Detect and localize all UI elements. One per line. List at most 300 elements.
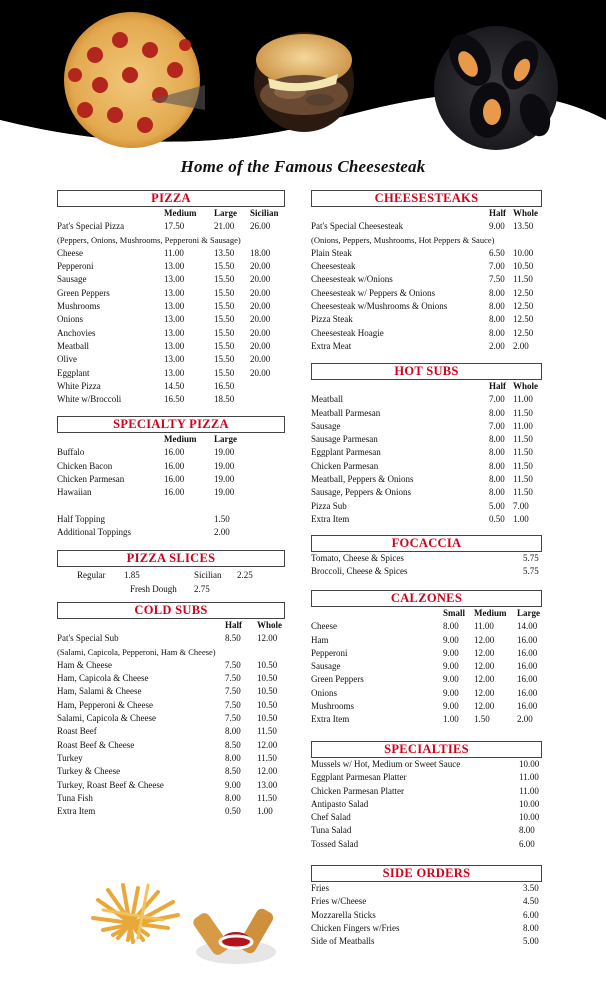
menu-item-price: 8.00	[489, 487, 505, 498]
section-title: PIZZA SLICES	[57, 550, 285, 567]
menu-item-name: Eggplant Parmesan	[311, 447, 381, 458]
menu-item-price: 8.00	[225, 726, 241, 737]
menu-item-name	[57, 499, 164, 512]
menu-item-price: 11.00	[513, 420, 533, 431]
menu-item-row	[311, 882, 542, 895]
menu-item-price: 16.00	[517, 647, 538, 658]
menu-item-row	[311, 673, 542, 686]
column-header	[57, 207, 164, 220]
menu-item-price: 11.00	[519, 785, 539, 796]
menu-item-price: 20.00	[250, 287, 271, 298]
menu-item-row	[311, 420, 542, 433]
column-header: Large	[214, 434, 237, 444]
menu-item-price: 16.00	[517, 634, 538, 645]
menu-item-price: 2.00	[214, 527, 230, 538]
menu-item-row	[311, 824, 542, 837]
menu-item-price: 19.00	[214, 460, 235, 471]
column-header	[311, 207, 489, 220]
menu-item-name: Meatball Parmesan	[311, 407, 381, 418]
menu-item-row	[311, 260, 542, 273]
menu-item-price: 7.50	[225, 713, 241, 724]
menu-item-row	[57, 632, 285, 645]
menu-item-name: Plain Steak	[311, 247, 352, 258]
column-header: Large	[517, 608, 540, 618]
menu-item-name: (Salami, Capicola, Pepperoni, Ham & Cheese)	[57, 646, 216, 657]
pizza-section	[57, 190, 285, 406]
menu-item-row	[57, 273, 285, 286]
menu-item-row	[57, 353, 285, 366]
menu-item-price: 16.00	[164, 473, 185, 484]
menu-item-name: Pizza Steak	[311, 314, 353, 325]
menu-item-price: 9.00	[443, 634, 459, 645]
menu-item-price: 7.00	[489, 394, 505, 405]
menu-item-price: 15.50	[214, 354, 235, 365]
menu-item-price: 13.00	[164, 354, 185, 365]
menu-item-price: 11.00	[164, 247, 184, 258]
menu-item-row	[57, 499, 285, 512]
menu-item-price: 6.50	[489, 247, 505, 258]
menu-item-row	[311, 220, 542, 233]
menu-item-row	[311, 407, 542, 420]
menu-item-price: 7.50	[225, 686, 241, 697]
menu-item-price: 12.00	[257, 633, 278, 644]
column-header: Half	[489, 208, 506, 218]
menu-item-price: 8.00	[489, 287, 505, 298]
menu-item-price: 12.00	[474, 701, 495, 712]
menu-item-price: 9.00	[225, 779, 241, 790]
menu-item-row	[57, 300, 285, 313]
menu-item-price: 15.50	[214, 261, 235, 272]
menu-item-price: 9.00	[443, 661, 459, 672]
menu-item-name: Buffalo	[57, 447, 85, 458]
menu-item-name: Tossed Salad	[311, 838, 359, 849]
menu-item-price	[250, 380, 285, 393]
menu-item-row	[57, 327, 285, 340]
menu-item-price: 8.00	[489, 301, 505, 312]
menu-item-name: Salami, Capicola & Cheese	[57, 713, 156, 724]
menu-item-price: 8.50	[225, 633, 241, 644]
hot-subs-table	[311, 380, 542, 526]
menu-item-price: 19.00	[214, 473, 235, 484]
column-header	[311, 607, 443, 620]
menu-item-row	[311, 922, 542, 935]
column-header-row	[311, 607, 542, 620]
menu-item-price: 11.50	[257, 752, 277, 763]
column-header: Half	[489, 381, 506, 391]
specialties-table	[311, 758, 542, 851]
menu-item-row	[311, 758, 542, 771]
menu-item-row	[57, 513, 285, 526]
slice-sicilian-price: 2.25	[237, 570, 253, 580]
menu-item-row	[311, 446, 542, 459]
slice-fresh-label: Fresh Dough	[130, 584, 177, 594]
menu-item-row	[57, 672, 285, 685]
menu-item-name: Chicken Bacon	[57, 460, 113, 471]
menu-item-price: 13.00	[164, 301, 185, 312]
menu-item-row	[311, 700, 542, 713]
menu-item-price: 13.00	[164, 261, 185, 272]
menu-item-name: Tomato, Cheese & Spices	[311, 553, 404, 563]
menu-item-row	[311, 660, 542, 673]
menu-item-price: 5.00	[489, 500, 505, 511]
menu-item-price: 15.50	[214, 327, 235, 338]
menu-item-name: Cheesesteak	[311, 261, 356, 272]
menu-item-row	[311, 393, 542, 406]
menu-item-price: 10.50	[513, 261, 534, 272]
specialty-pizza-section	[57, 416, 285, 539]
menu-item-name: (Onions, Peppers, Mushrooms, Hot Peppers & Sauce)	[311, 234, 495, 245]
pizza-table	[57, 207, 285, 406]
menu-item-price: 11.50	[513, 274, 533, 285]
menu-item-price: 11.00	[513, 394, 533, 405]
menu-item-name: Turkey	[57, 752, 83, 763]
section-title: CALZONES	[311, 590, 542, 607]
menu-item-price: 16.50	[164, 394, 185, 405]
column-header-row	[57, 433, 285, 446]
menu-item-name: Meatball	[57, 340, 89, 351]
menu-item-name: Mushrooms	[57, 301, 101, 312]
column-header: Whole	[513, 381, 539, 391]
menu-item-price: 10.50	[257, 699, 278, 710]
menu-item-price: 8.00	[225, 792, 241, 803]
menu-item-price: 13.00	[164, 314, 185, 325]
menu-item-name: Extra Item	[311, 714, 350, 725]
menu-item-price: 19.00	[214, 447, 235, 458]
menu-item-price: 26.00	[250, 221, 271, 232]
menu-item-row	[57, 765, 285, 778]
menu-item-price: 8.00	[489, 474, 505, 485]
menu-item-name: Mushrooms	[311, 701, 355, 712]
column-header-row	[57, 619, 285, 632]
menu-item-price: 5.75	[523, 553, 539, 563]
cold-subs-table	[57, 619, 285, 818]
menu-item-price: 10.50	[257, 659, 278, 670]
menu-item-name: Tuna Fish	[57, 792, 93, 803]
menu-item-row	[311, 838, 542, 851]
menu-item-name: Onions	[57, 314, 84, 325]
column-header-row	[57, 207, 285, 220]
menu-item-row	[57, 699, 285, 712]
menu-item-price: 5.00	[523, 936, 539, 947]
menu-item-price: 8.00	[523, 922, 539, 933]
menu-item-price: 12.50	[513, 327, 534, 338]
menu-item-name: Ham, Capicola & Cheese	[57, 673, 149, 684]
menu-item-row	[57, 260, 285, 273]
menu-item-price: 13.00	[164, 367, 185, 378]
menu-item-row	[311, 771, 542, 784]
menu-item-price: 5.75	[523, 566, 539, 577]
column-header	[57, 619, 225, 632]
menu-item-price: 10.50	[257, 686, 278, 697]
menu-item-price: 8.00	[225, 752, 241, 763]
menu-item-price: 12.00	[257, 766, 278, 777]
menu-item-name: Cheesesteak Hoagie	[311, 327, 384, 338]
menu-item-row	[311, 486, 542, 499]
menu-item-name: Extra Item	[311, 513, 350, 524]
menu-item-price: 8.50	[225, 739, 241, 750]
menu-item-name: Ham, Salami & Cheese	[57, 686, 142, 697]
menu-item-row	[57, 446, 285, 459]
menu-item-price: 7.50	[225, 699, 241, 710]
menu-item-name: Green Peppers	[311, 674, 364, 685]
menu-item-row	[311, 460, 542, 473]
menu-item-price: 6.00	[523, 909, 539, 920]
menu-item-price	[250, 393, 285, 406]
menu-item-price: 11.00	[474, 621, 494, 632]
slice-regular-label: Regular	[77, 570, 106, 580]
menu-item-price: 0.50	[489, 513, 505, 524]
menu-item-price: 20.00	[250, 274, 271, 285]
menu-item-price: 15.50	[214, 301, 235, 312]
menu-item-price: 11.50	[513, 447, 533, 458]
menu-item-row	[57, 313, 285, 326]
menu-item-price: 11.50	[257, 726, 277, 737]
menu-item-price: 16.00	[164, 447, 185, 458]
menu-item-row	[311, 935, 542, 948]
menu-item-price: 10.50	[257, 713, 278, 724]
menu-item-name: Tuna Salad	[311, 825, 352, 836]
focaccia-section	[311, 535, 542, 579]
menu-item-row	[311, 565, 542, 578]
menu-item-row	[311, 620, 542, 633]
menu-item-row	[57, 287, 285, 300]
menu-item-name: Pizza Sub	[311, 500, 347, 511]
menu-item-row	[311, 313, 542, 326]
cheesesteak-photo	[254, 32, 354, 132]
menu-item-price: 12.00	[474, 661, 495, 672]
menu-item-row	[57, 779, 285, 792]
column-header: Whole	[257, 620, 283, 630]
menu-item-price: 8.00	[489, 327, 505, 338]
column-header: Large	[214, 208, 237, 218]
specialty-table	[57, 433, 285, 539]
menu-item-price: 8.50	[225, 766, 241, 777]
menu-item-price: 1.50	[214, 513, 230, 524]
menu-item-price: 9.00	[443, 674, 459, 685]
menu-item-price: 2.00	[513, 340, 529, 351]
menu-item-price: 16.00	[164, 487, 185, 498]
column-header	[311, 380, 489, 393]
menu-item-price: 12.50	[513, 301, 534, 312]
menu-item-price: 12.00	[474, 634, 495, 645]
menu-item-row	[57, 220, 285, 233]
menu-item-price: 3.50	[523, 883, 539, 893]
menu-item-name: Turkey, Roast Beef & Cheese	[57, 779, 164, 790]
slice-regular-price: 1.85	[124, 570, 140, 580]
menu-item-name: Chicken Fingers w/Fries	[311, 922, 400, 933]
menu-item-name: Chicken Parmesan	[311, 460, 379, 471]
menu-item-price: 6.00	[519, 838, 535, 849]
column-header: Medium	[474, 608, 507, 618]
menu-item-row	[311, 473, 542, 486]
column-header: Sicilian	[250, 208, 279, 218]
hot-subs-section	[311, 363, 542, 526]
menu-item-row	[57, 646, 285, 659]
menu-item-name: Extra Meat	[311, 340, 352, 351]
section-title: FOCACCIA	[311, 535, 542, 552]
menu-item-name: Anchovies	[57, 327, 96, 338]
menu-item-price: 11.50	[513, 460, 533, 471]
menu-item-price: 16.00	[517, 661, 538, 672]
menu-item-name: Sausage Parmesan	[311, 434, 378, 445]
tagline: Home of the Famous Cheesesteak	[180, 157, 426, 176]
menu-item-row	[57, 725, 285, 738]
menu-item-name: Sausage	[311, 420, 341, 431]
section-title: COLD SUBS	[57, 602, 285, 619]
menu-item-price: 10.00	[519, 812, 540, 823]
menu-item-name: White w/Broccoli	[57, 394, 122, 405]
menu-item-price: 8.00	[519, 825, 535, 836]
menu-item-price: 12.00	[257, 739, 278, 750]
mussels-photo	[434, 26, 558, 150]
menu-item-price: 1.50	[474, 714, 490, 725]
pizza-slices-section	[57, 550, 285, 597]
menu-item-name: Roast Beef & Cheese	[57, 739, 135, 750]
menu-item-name: Pat's Special Sub	[57, 633, 119, 644]
menu-item-name: Pat's Special Cheesesteak	[311, 221, 404, 232]
menu-item-price: 11.50	[513, 407, 533, 418]
menu-item-row	[57, 739, 285, 752]
menu-item-price	[164, 526, 214, 539]
menu-item-price: 15.50	[214, 367, 235, 378]
menu-item-price: 8.00	[489, 314, 505, 325]
menu-item-row	[311, 327, 542, 340]
menu-item-price: 13.50	[513, 221, 534, 232]
section-title: PIZZA	[57, 190, 285, 207]
menu-item-price: 12.00	[474, 674, 495, 685]
menu-item-name: Olive	[57, 354, 77, 365]
menu-item-price: 20.00	[250, 301, 271, 312]
menu-item-row	[311, 798, 542, 811]
menu-item-row	[311, 513, 542, 526]
menu-item-name: Ham	[311, 634, 329, 645]
menu-item-row	[311, 300, 542, 313]
menu-item-name: Additional Toppings	[57, 527, 131, 538]
column-header: Half	[225, 620, 242, 630]
menu-item-name: Extra Item	[57, 806, 96, 817]
menu-item-row	[57, 752, 285, 765]
menu-item-price: 16.00	[517, 687, 538, 698]
menu-item-price: 2.00	[489, 340, 505, 351]
menu-item-row	[311, 895, 542, 908]
menu-item-price: 20.00	[250, 354, 271, 365]
menu-item-price: 11.50	[513, 487, 533, 498]
menu-item-price: 12.50	[513, 314, 534, 325]
menu-item-row	[57, 393, 285, 406]
menu-item-row	[57, 340, 285, 353]
menu-item-row	[57, 486, 285, 499]
column-header: Small	[443, 608, 466, 618]
menu-item-price: 7.50	[225, 659, 241, 670]
menu-item-name: Fries w/Cheese	[311, 896, 367, 907]
menu-item-name: Chef Salad	[311, 812, 351, 823]
menu-item-price: 15.50	[214, 287, 235, 298]
menu-item-price: 13.00	[164, 340, 185, 351]
menu-item-row	[57, 685, 285, 698]
menu-item-name: Turkey & Cheese	[57, 766, 121, 777]
cheesesteaks-table	[311, 207, 542, 353]
menu-item-price: 11.50	[513, 434, 533, 445]
slice-sicilian-label: Sicilian	[194, 570, 222, 580]
section-title: SPECIALTIES	[311, 741, 542, 758]
menu-item-price: 9.00	[443, 647, 459, 658]
menu-item-row	[311, 634, 542, 647]
section-title: CHEESESTEAKS	[311, 190, 542, 207]
menu-item-name: Sausage	[311, 661, 341, 672]
menu-item-name: Sausage	[57, 274, 87, 285]
menu-item-price: 9.00	[443, 687, 459, 698]
column-header: Whole	[513, 208, 539, 218]
menu-item-price: 15.50	[214, 340, 235, 351]
menu-item-row	[311, 340, 542, 353]
menu-item-price: 1.00	[513, 513, 529, 524]
menu-item-price: 21.00	[214, 221, 235, 232]
menu-item-price: 9.00	[489, 221, 505, 232]
menu-item-price: 20.00	[250, 367, 271, 378]
menu-item-row	[311, 552, 542, 565]
menu-item-row	[311, 234, 542, 247]
menu-item-price: 19.00	[214, 487, 235, 498]
menu-item-price: 20.00	[250, 340, 271, 351]
menu-item-price: 10.00	[513, 247, 534, 258]
menu-item-name: Antipasto Salad	[311, 798, 369, 809]
menu-item-price: 14.50	[164, 380, 185, 391]
menu-item-price: 8.00	[489, 447, 505, 458]
menu-item-name: Meatball	[311, 394, 343, 405]
menu-item-price: 7.50	[489, 274, 505, 285]
menu-item-price: 1.00	[257, 806, 273, 817]
column-header: Medium	[164, 434, 197, 444]
menu-item-price: 12.50	[513, 287, 534, 298]
menu-item-price: 4.50	[523, 896, 539, 907]
menu-item-row	[311, 273, 542, 286]
menu-item-row	[57, 460, 285, 473]
menu-item-name: Pepperoni	[57, 261, 94, 272]
menu-item-price: 8.00	[489, 434, 505, 445]
menu-item-row	[57, 526, 285, 539]
menu-item-price: 12.00	[474, 647, 495, 658]
menu-item-price: 7.00	[513, 500, 529, 511]
side-orders-table	[311, 882, 542, 948]
menu-item-price: 11.50	[513, 474, 533, 485]
menu-item-name: Meatball, Peppers & Onions	[311, 474, 414, 485]
menu-item-name: Green Peppers	[57, 287, 110, 298]
menu-item-name: Pat's Special Pizza	[57, 221, 125, 232]
specialties-section	[311, 741, 542, 851]
menu-item-row	[57, 473, 285, 486]
menu-item-price	[164, 513, 214, 526]
hero-banner	[0, 0, 606, 175]
menu-item-price: 16.00	[164, 460, 185, 471]
menu-item-name: Half Topping	[57, 513, 105, 524]
menu-item-price: 8.00	[489, 460, 505, 471]
menu-item-price	[214, 499, 285, 512]
column-header-row	[311, 207, 542, 220]
menu-item-row	[57, 805, 285, 818]
menu-item-price: 15.50	[214, 314, 235, 325]
menu-item-price: 18.50	[214, 394, 235, 405]
menu-item-name: Cheese	[311, 621, 337, 632]
menu-item-row	[57, 367, 285, 380]
menu-item-price: 7.00	[489, 261, 505, 272]
menu-item-price: 13.00	[257, 779, 278, 790]
menu-item-name: Ham & Cheese	[57, 659, 112, 670]
menu-item-name: Sausage, Peppers & Onions	[311, 487, 411, 498]
menu-item-price: 0.50	[225, 806, 241, 817]
menu-item-name: Pepperoni	[311, 647, 348, 658]
menu-item-row	[311, 811, 542, 824]
menu-item-price: 12.00	[474, 687, 495, 698]
